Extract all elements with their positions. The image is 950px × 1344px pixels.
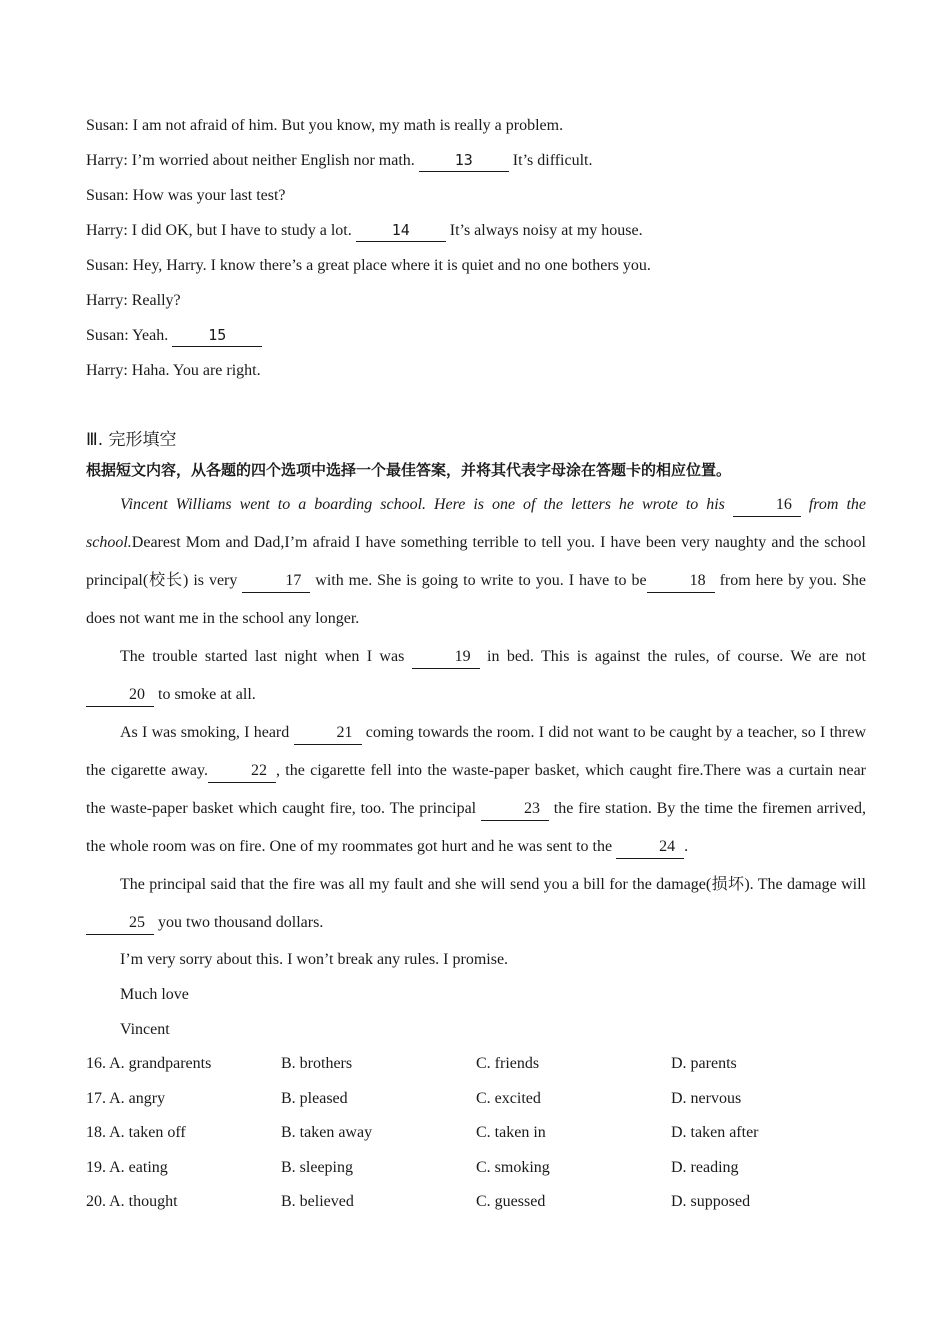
option-b[interactable]: B. sleeping: [281, 1158, 353, 1176]
question-options-19: [86, 1151, 866, 1186]
dialogue-line: Harry: Haha. You are right.: [86, 362, 261, 379]
answer-blank-13[interactable]: 13: [419, 150, 509, 172]
question-options-20: [86, 1185, 866, 1220]
dialogue-line: Harry: Really?: [86, 292, 181, 309]
option-d[interactable]: D. reading: [671, 1158, 739, 1176]
document-page: [86, 108, 866, 1220]
option-a[interactable]: 19. A. eating: [86, 1158, 168, 1176]
answer-blank-15[interactable]: 15: [172, 325, 262, 347]
option-b[interactable]: B. brothers: [281, 1055, 353, 1072]
cloze-blank-19[interactable]: 19: [412, 647, 480, 669]
passage-paragraph: The principal said that the fire was all my fault and she will send you a bill for the damage(损坏). The damage will 25 you two thousand dollars.: [86, 866, 866, 942]
option-c[interactable]: C. taken in: [476, 1124, 546, 1141]
option-d[interactable]: D. nervous: [671, 1089, 742, 1107]
option-b[interactable]: B. pleased: [281, 1089, 348, 1107]
option-c[interactable]: C. excited: [476, 1089, 541, 1107]
dialogue-line: Susan: Yeah. 15: [86, 318, 866, 353]
letter-closing: Much love: [120, 986, 189, 1003]
cloze-blank-21[interactable]: 21: [294, 723, 362, 745]
option-a[interactable]: 17. A. angry: [86, 1089, 166, 1107]
cloze-blank-18[interactable]: 18: [647, 571, 715, 593]
option-d[interactable]: D. parents: [671, 1055, 737, 1072]
passage-paragraph: As I was smoking, I heard 21 coming towards the room. I did not want to be caught by a teacher, so I threw the cigarette away. 22 , the cigarette fell into the waste-paper basket, which caught fire.There was a curtain near the waste-paper basket which caught fire, too. The principal 23 the fire station. By the time the firemen arrived, the whole room was on fire. One of my roommates got hurt and he was sent to the 24 .: [86, 714, 866, 866]
dialogue-line: Susan: How was your last test?: [86, 187, 286, 204]
option-b[interactable]: B. believed: [281, 1193, 354, 1210]
cloze-blank-25[interactable]: 25: [86, 913, 154, 935]
cloze-blank-23[interactable]: 23: [481, 799, 549, 821]
cloze-blank-17[interactable]: 17: [242, 571, 310, 593]
answer-blank-14[interactable]: 14: [356, 220, 446, 242]
question-options-18: [86, 1116, 866, 1151]
dialogue-line: Harry: I’m worried about neither English nor math. 13 It’s difficult.: [86, 143, 866, 178]
option-c[interactable]: C. smoking: [476, 1158, 550, 1176]
dialogue-line: Susan: I am not afraid of him. But you know, my math is really a problem.: [86, 117, 564, 134]
letter-signature: Vincent: [120, 1021, 170, 1038]
option-a[interactable]: 18. A. taken off: [86, 1124, 186, 1141]
passage-paragraph: Vincent Williams went to a boarding school. Here is one of the letters he wrote to his 16 from the school.Dearest Mom and Dad,I’m afraid I have something terrible to tell you. I have been very naughty and the school principal(校长) is very 17 with me. She is going to write to you. I have to be 18 from here by you. She does not want me in the school any longer.: [86, 496, 867, 627]
cloze-blank-20[interactable]: 20: [86, 685, 154, 707]
option-d[interactable]: D. supposed: [671, 1193, 751, 1210]
option-c[interactable]: C. friends: [476, 1055, 540, 1072]
passage-line: I’m very sorry about this. I won’t break any rules. I promise.: [120, 951, 509, 968]
option-a[interactable]: 16. A. grandparents: [86, 1055, 212, 1072]
cloze-blank-22[interactable]: 22: [208, 761, 276, 783]
option-c[interactable]: C. guessed: [476, 1193, 546, 1210]
question-options-17: [86, 1082, 866, 1117]
question-options-16: [86, 1047, 866, 1082]
dialogue-line: Harry: I did OK, but I have to study a lot. 14 It’s always noisy at my house.: [86, 213, 866, 248]
option-b[interactable]: B. taken away: [281, 1124, 373, 1141]
cloze-blank-24[interactable]: 24: [616, 837, 684, 859]
option-a[interactable]: 20. A. thought: [86, 1193, 178, 1210]
cloze-blank-16[interactable]: 16: [733, 495, 801, 517]
section-title: Ⅲ. 完形填空: [86, 430, 177, 450]
section-instruction: 根据短文内容，从各题的四个选项中选择一个最佳答案，并将其代表字母涂在答题卡的相应位置。: [86, 461, 732, 479]
passage-paragraph: The trouble started last night when I was 19 in bed. This is against the rules, of course. We are not 20 to smoke at all.: [86, 638, 866, 714]
option-d[interactable]: D. taken after: [671, 1124, 759, 1141]
dialogue-line: Susan: Hey, Harry. I know there’s a great place where it is quiet and no one bothers you.: [86, 257, 651, 274]
